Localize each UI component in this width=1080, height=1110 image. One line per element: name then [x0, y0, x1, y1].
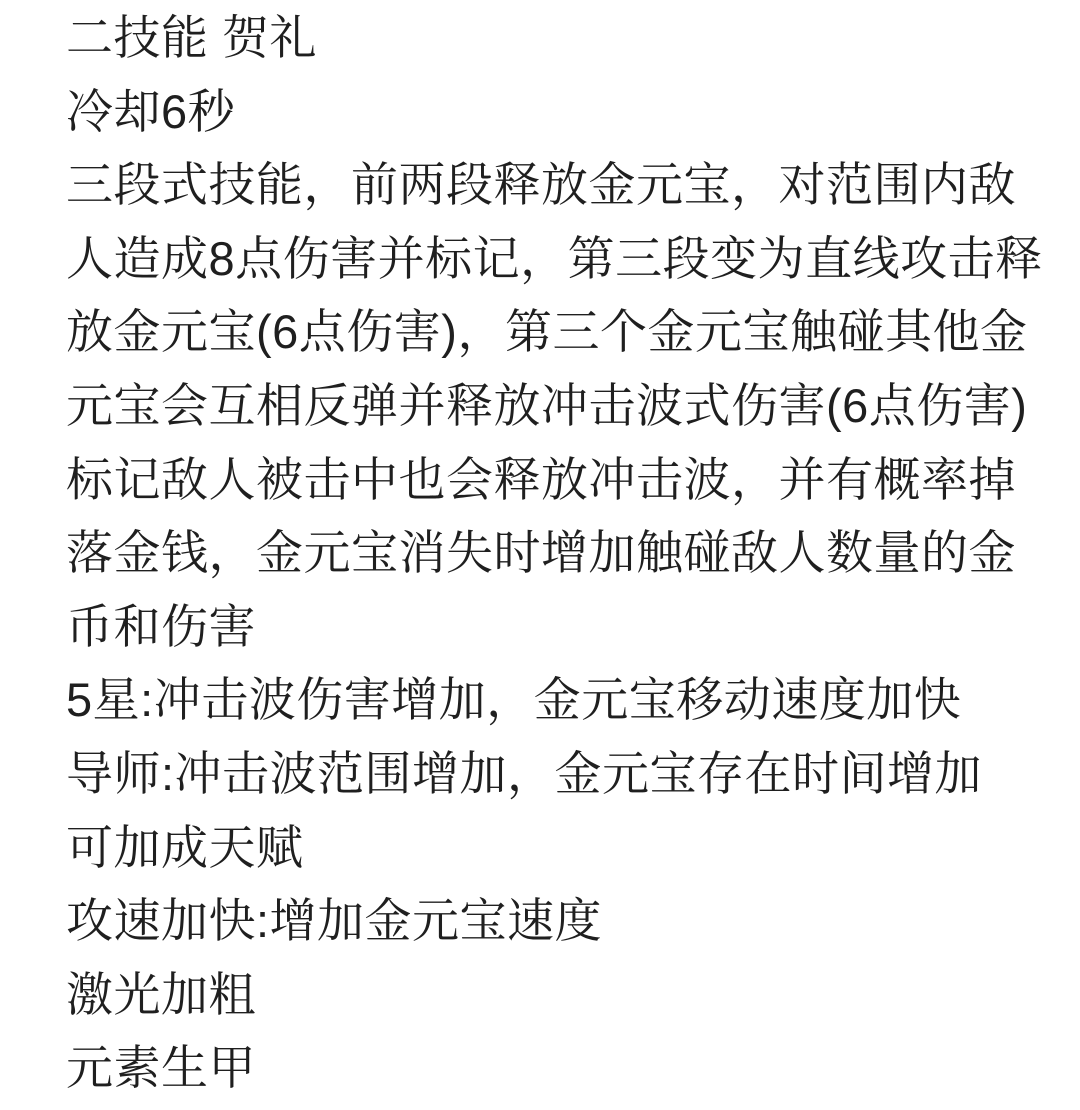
description-line: 落金钱，金元宝消失时增加触碰敌人数量的金	[66, 526, 1016, 580]
talent-header-line: 可加成天赋	[66, 820, 304, 874]
star5-upgrade-line: 5星:冲击波伤害增加，金元宝移动速度加快	[66, 673, 962, 727]
description-line: 标记敌人被击中也会释放冲击波，并有概率掉	[66, 452, 1016, 506]
description-line: 三段式技能，前两段释放金元宝，对范围内敌	[66, 158, 1016, 212]
talent-line: 激光加粗	[66, 967, 256, 1021]
mentor-upgrade-line: 导师:冲击波范围增加，金元宝存在时间增加	[66, 746, 983, 800]
talent-line: 元素生甲	[66, 1041, 256, 1095]
description-line: 元宝会互相反弹并释放冲击波式伤害(6点伤害)	[66, 378, 1028, 432]
description-line: 放金元宝(6点伤害)，第三个金元宝触碰其他金	[66, 305, 1028, 359]
description-line: 人造成8点伤害并标记，第三段变为直线攻击释	[66, 231, 1043, 285]
talent-line: 攻速加快:增加金元宝速度	[66, 894, 603, 948]
description-line: 币和伤害	[66, 599, 256, 653]
skill-title-line: 二技能 贺礼	[66, 11, 318, 64]
cooldown-line: 冷却6秒	[66, 84, 236, 138]
